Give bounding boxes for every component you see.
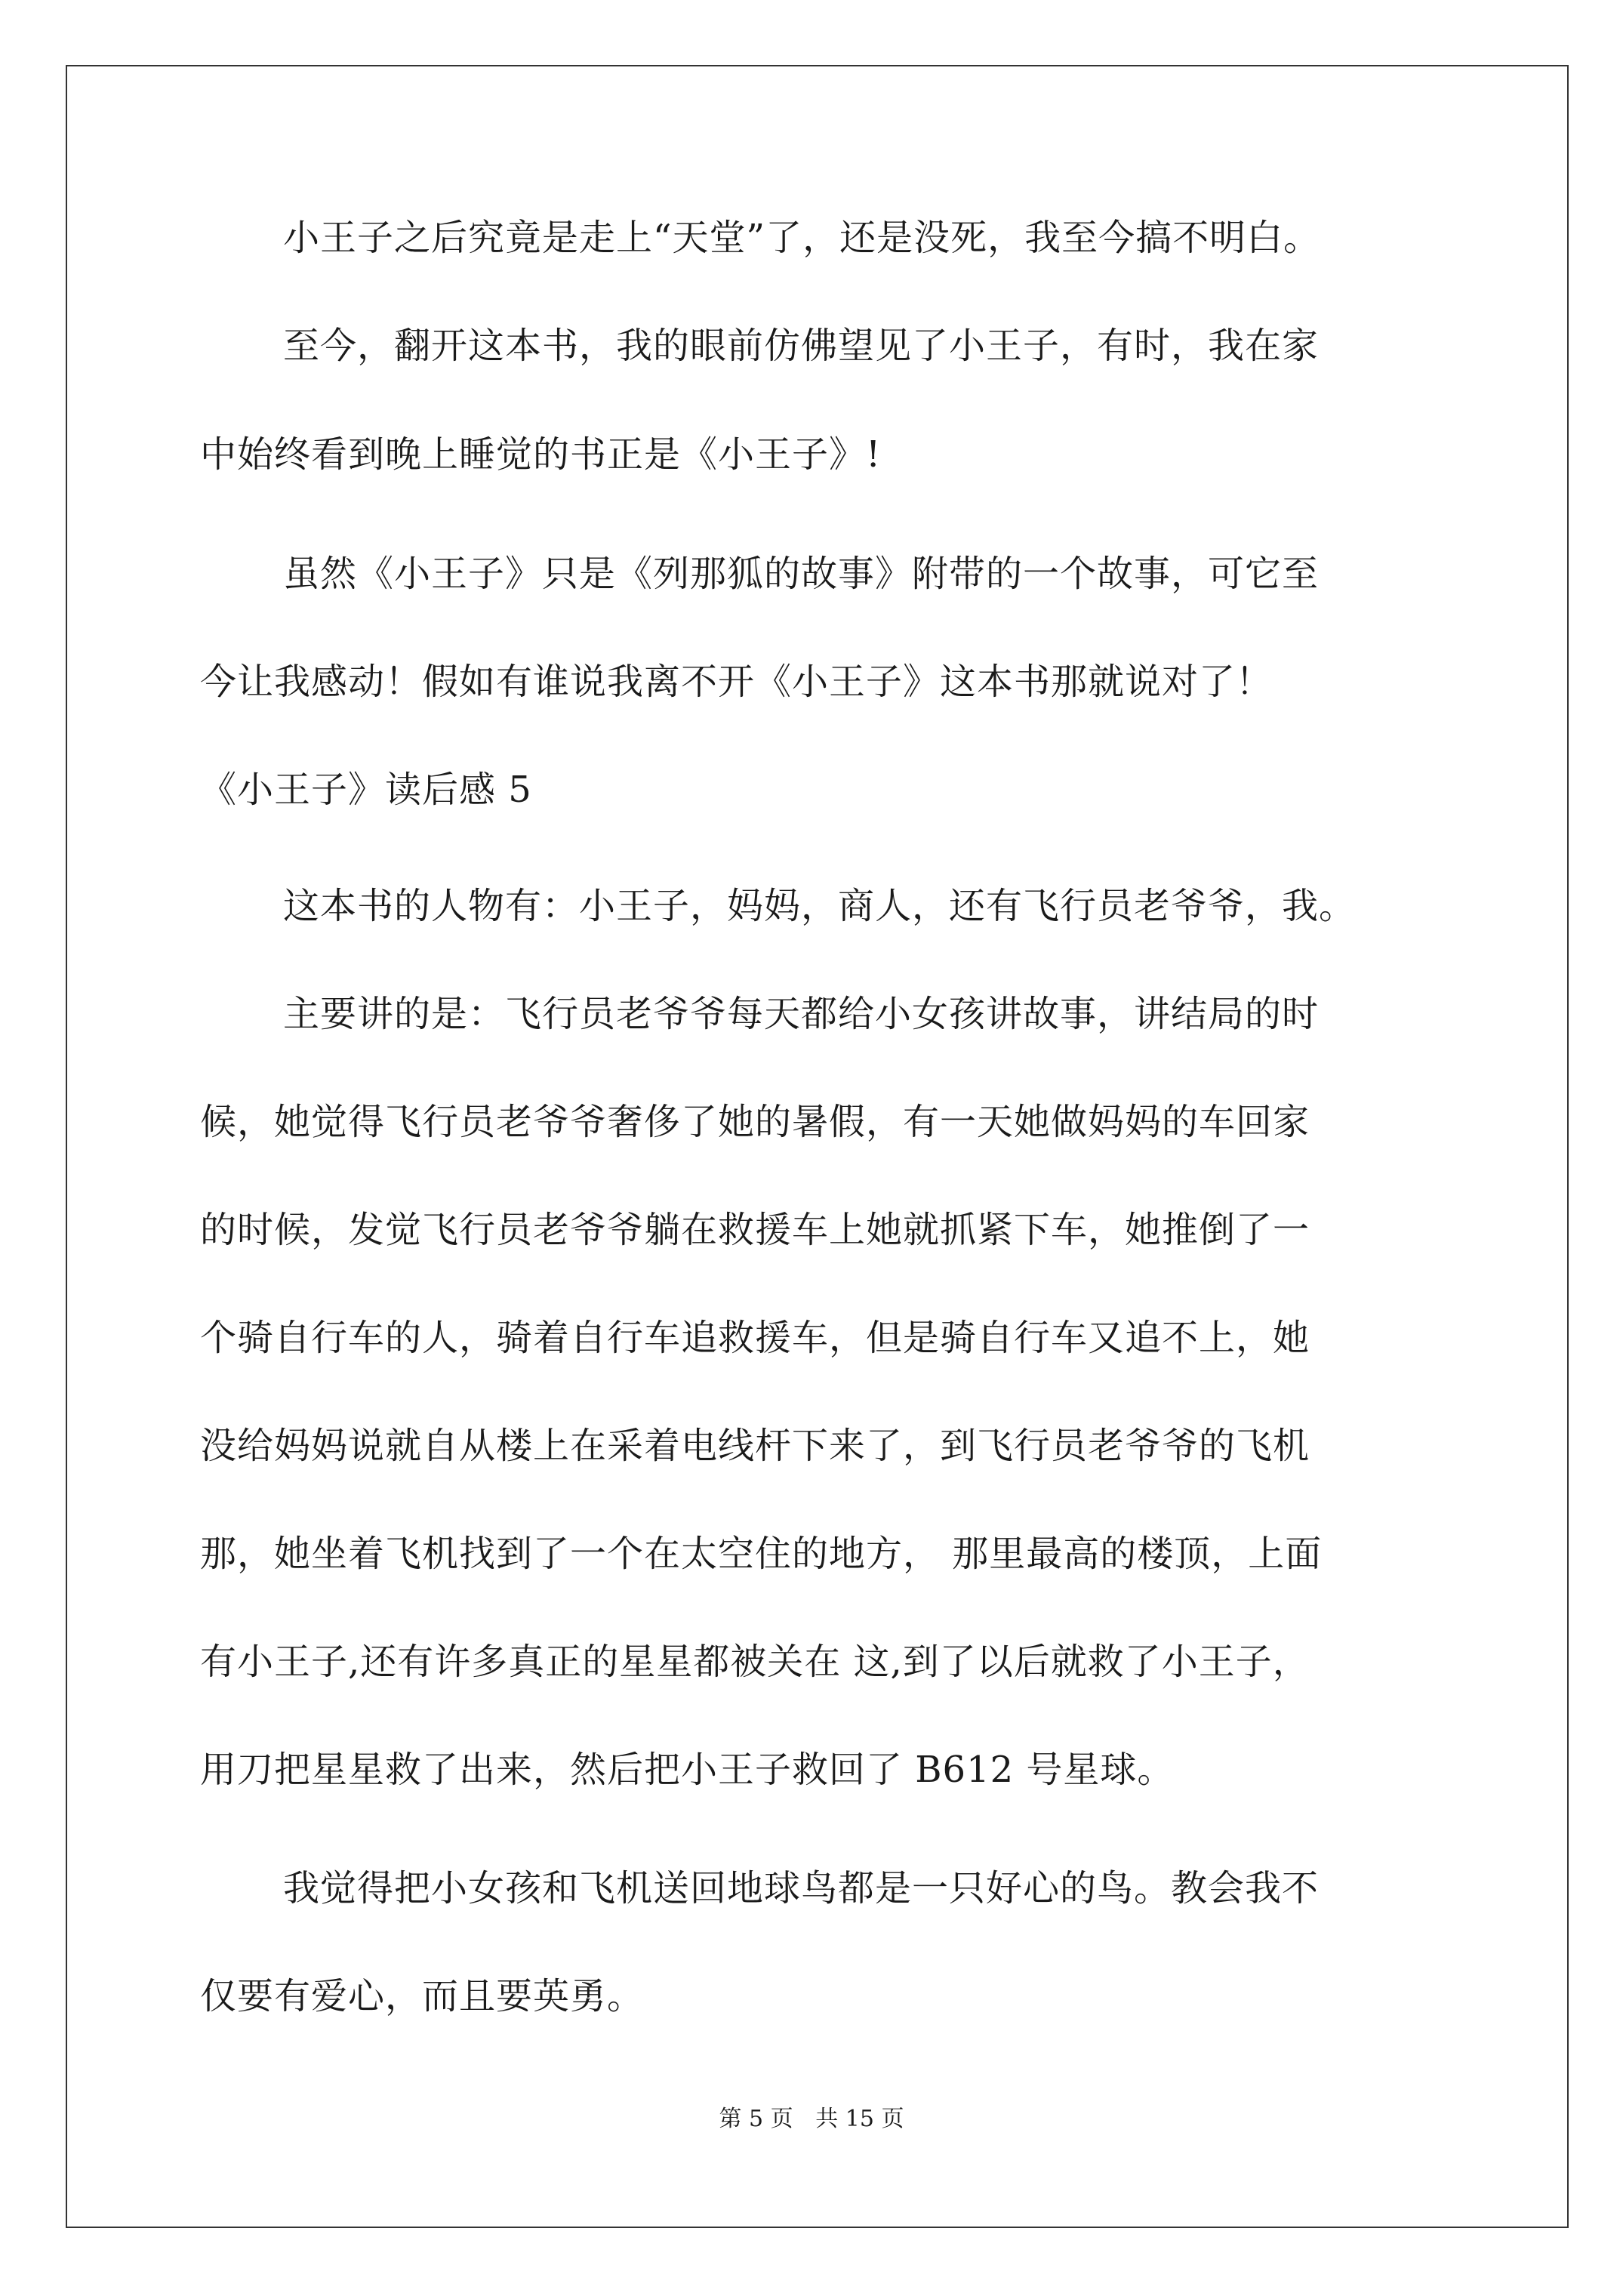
page-total: 共 15 页 [815, 2106, 904, 2132]
page-footer [0, 2104, 1623, 2134]
paragraph-line: 至今，翻开这本书，我的眼前仿佛望见了小王子，有时，我在家 [283, 325, 1320, 367]
paragraph-line: 这本书的人物有：小王子，妈妈，商人，还有飞行员老爷爷，我。 [283, 885, 1357, 927]
paragraph-line: 仅要有爱心，而且要英勇。 [200, 1975, 645, 2017]
paragraph-line: 个骑自行车的人，骑着自行车追救援车，但是骑自行车又追不上，她 [200, 1317, 1310, 1359]
paragraph-line: 主要讲的是：飞行员老爷爷每天都给小女孩讲故事，讲结局的时 [283, 993, 1320, 1035]
paragraph-line: 我觉得把小女孩和飞机送回地球鸟都是一只好心的鸟。教会我不 [283, 1867, 1320, 1909]
paragraph-line: 候，她觉得飞行员老爷爷奢侈了她的暑假，有一天她做妈妈的车回家 [200, 1101, 1310, 1143]
paragraph-line: 小王子之后究竟是走上“天堂”了，还是没死，我至今搞不明白。 [283, 217, 1321, 259]
paragraph-line: 有小王子,还有许多真正的星星都被关在 这,到了以后就救了小王子， [200, 1641, 1310, 1683]
page-number: 第 5 页 [719, 2106, 793, 2132]
paragraph-line: 今让我感动！假如有谁说我离不开《小王子》这本书那就说对了！ [200, 661, 1273, 703]
paragraph-line: 中始终看到晚上睡觉的书正是《小王子》! [200, 433, 882, 476]
paragraph-line: 没给妈妈说就自从楼上在采着电线杆下来了，到飞行员老爷爷的飞机 [200, 1425, 1310, 1467]
paragraph-line: 用刀把星星救了出来，然后把小王子救回了 B612 号星球。 [200, 1749, 1175, 1791]
paragraph-line: 那，她坐着飞机找到了一个在太空住的地方， 那里最高的楼顶，上面 [200, 1533, 1323, 1575]
paragraph-line: 的时候，发觉飞行员老爷爷躺在救援车上她就抓紧下车，她推倒了一 [200, 1209, 1310, 1251]
paragraph-line: 虽然《小王子》只是《列那狐的故事》附带的一个故事，可它至 [283, 553, 1320, 595]
section-heading: 《小王子》读后感 5 [200, 769, 532, 811]
